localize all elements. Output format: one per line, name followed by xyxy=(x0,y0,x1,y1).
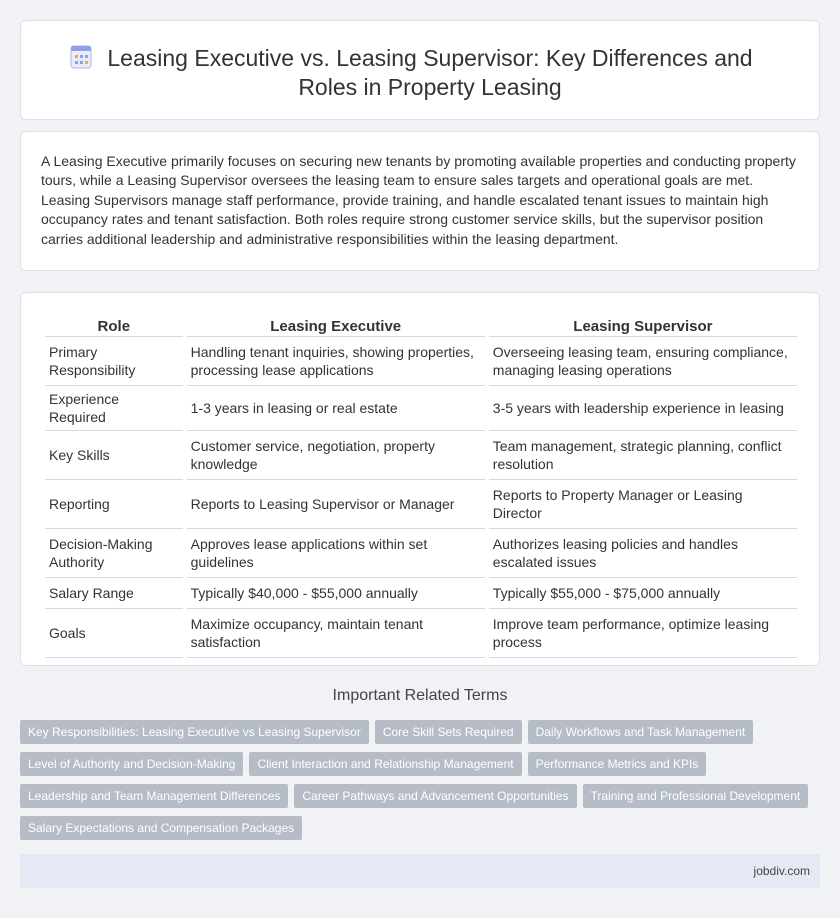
table-cell: Typically $40,000 - $55,000 annually xyxy=(187,578,485,609)
intro-paragraph: A Leasing Executive primarily focuses on securing new tenants by promoting available properties and conducting property tours, while a Leasing Supervisor oversees the leasing team to ensure sales targets and operational goals are met. Leasing Supervisors manage staff performance, provide training, and handle escalated tenant issues to maintain high occupancy rates and tenant satisfaction. Both roles require strong customer service skills, but the supervisor position carries additional leadership and administrative responsibilities within the leasing department. xyxy=(41,153,796,247)
footer xyxy=(20,854,820,888)
table-cell: Experience Required xyxy=(45,386,183,431)
page-title: Leasing Executive vs. Leasing Supervisor: Key Differences and Roles in Property Leasing xyxy=(107,45,753,100)
table-cell: Reports to Leasing Supervisor or Manager xyxy=(187,480,485,529)
table-cell: Improve team performance, optimize leasing process xyxy=(489,609,797,658)
table-header-leasing-supervisor: Leasing Supervisor xyxy=(489,313,797,337)
table-cell: Handling tenant inquiries, showing properties, processing lease applications xyxy=(187,337,485,386)
related-term-tag[interactable]: Daily Workflows and Task Management xyxy=(528,720,754,744)
table-cell: Key Skills xyxy=(45,431,183,480)
table-row xyxy=(45,609,797,658)
related-term-tag[interactable]: Career Pathways and Advancement Opportunities xyxy=(294,784,576,808)
related-terms-title: Important Related Terms xyxy=(332,687,508,704)
table-row xyxy=(45,529,797,578)
table-cell: Maximize occupancy, maintain tenant satisfaction xyxy=(187,609,485,658)
table-cell: Approves lease applications within set guidelines xyxy=(187,529,485,578)
related-term-tag[interactable]: Training and Professional Development xyxy=(583,784,809,808)
table-row xyxy=(45,578,797,609)
comparison-table xyxy=(41,313,801,658)
related-term-tag[interactable]: Key Responsibilities: Leasing Executive vs Leasing Supervisor xyxy=(20,720,369,744)
table-cell: Typically $55,000 - $75,000 annually xyxy=(489,578,797,609)
comparison-table-card xyxy=(20,292,820,666)
table-cell: Decision-Making Authority xyxy=(45,529,183,578)
related-term-tag[interactable]: Core Skill Sets Required xyxy=(375,720,522,744)
table-header-role: Role xyxy=(45,313,183,337)
related-term-tag[interactable]: Performance Metrics and KPIs xyxy=(528,752,707,776)
page-title-wrap xyxy=(21,44,819,102)
table-row xyxy=(45,337,797,386)
table-cell: Team management, strategic planning, conflict resolution xyxy=(489,431,797,480)
table-cell: Overseeing leasing team, ensuring compliance, managing leasing operations xyxy=(489,337,797,386)
table-cell: Reports to Property Manager or Leasing Director xyxy=(489,480,797,529)
title-card xyxy=(20,20,820,120)
related-term-tag[interactable]: Leadership and Team Management Differences xyxy=(20,784,288,808)
table-cell: Salary Range xyxy=(45,578,183,609)
table-cell: Primary Responsibility xyxy=(45,337,183,386)
table-cell: Reporting xyxy=(45,480,183,529)
related-term-tag[interactable]: Client Interaction and Relationship Management xyxy=(249,752,521,776)
table-cell: Goals xyxy=(45,609,183,658)
related-term-tag[interactable]: Level of Authority and Decision-Making xyxy=(20,752,243,776)
table-header-leasing-executive: Leasing Executive xyxy=(187,313,485,337)
table-row xyxy=(45,431,797,480)
table-cell: 3-5 years with leadership experience in leasing xyxy=(489,386,797,431)
related-terms-tags xyxy=(20,720,820,848)
table-cell: Customer service, negotiation, property knowledge xyxy=(187,431,485,480)
table-row xyxy=(45,386,797,431)
intro-card xyxy=(20,131,820,271)
footer-site-link[interactable]: jobdiv.com xyxy=(753,864,810,878)
table-row xyxy=(45,480,797,529)
related-term-tag[interactable]: Salary Expectations and Compensation Packages xyxy=(20,816,302,840)
table-cell: Authorizes leasing policies and handles escalated issues xyxy=(489,529,797,578)
table-cell: 1-3 years in leasing or real estate xyxy=(187,386,485,431)
